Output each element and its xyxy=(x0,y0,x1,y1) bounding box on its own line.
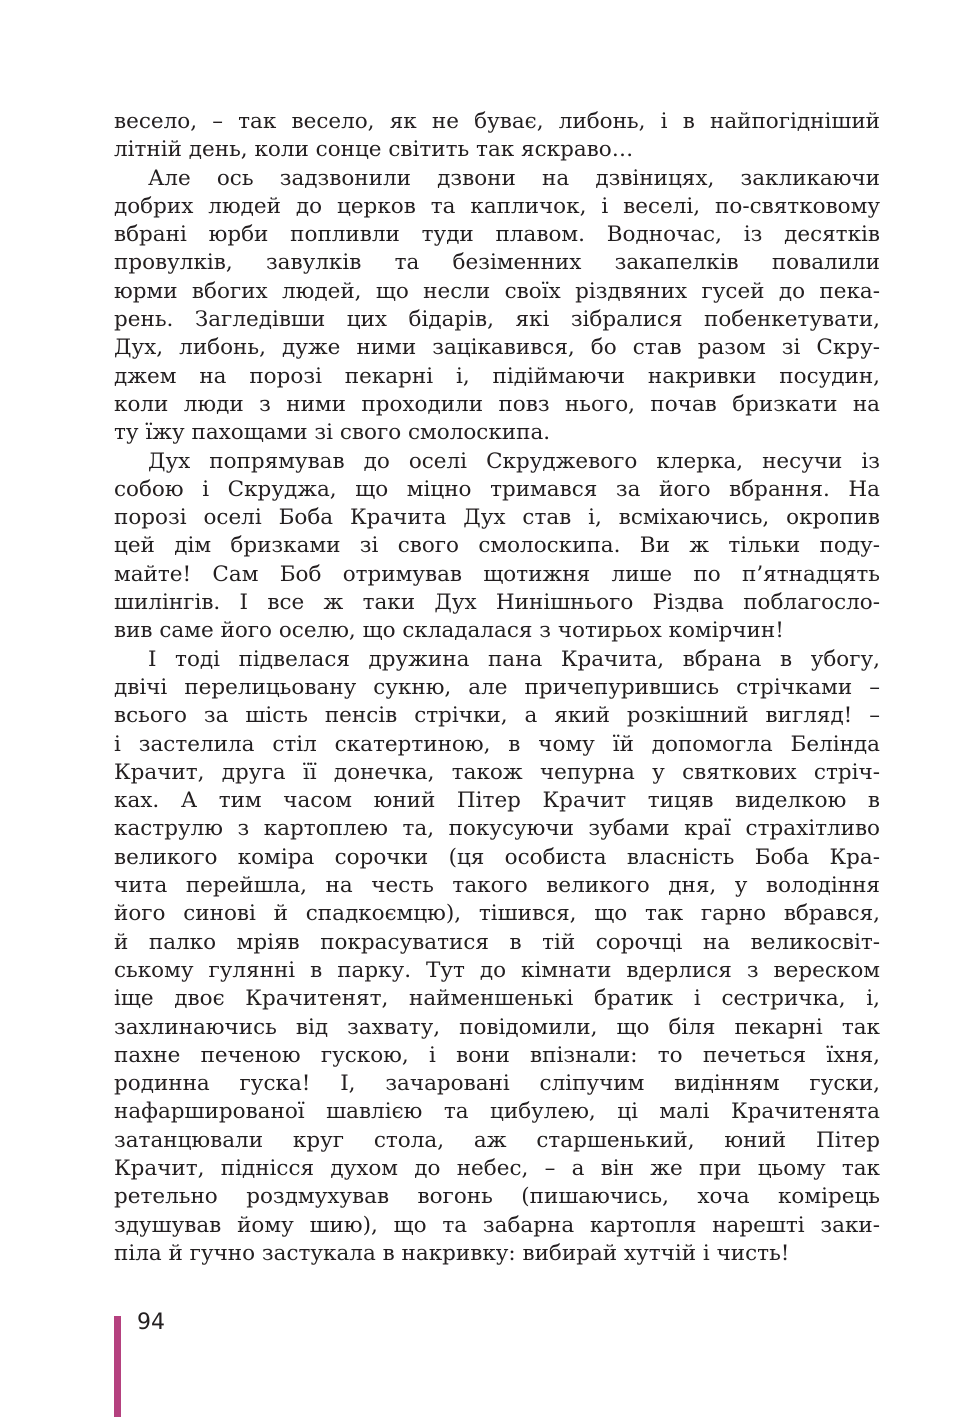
text-line: добрих людей до церков та капличок, і веселі, по-святковому xyxy=(114,193,880,219)
text-line: всього за шість пенсів стрічки, а який розкішний вигляд! – xyxy=(114,703,880,729)
text-line: затанцювали круг стола, аж старшенький, юний Пітер xyxy=(114,1127,880,1153)
text-line: собою і Скруджа, що міцно тримався за його вбрання. На xyxy=(114,476,880,502)
paragraph xyxy=(114,448,880,646)
text-line: весело, – так весело, як не буває, либонь, і в найпогіднiший xyxy=(114,109,880,134)
paragraph xyxy=(114,165,880,448)
text-line: ському гулянні в парку. Тут до кімнати вдерлися з вереском xyxy=(114,957,880,983)
text-line: майте! Сам Боб отримував щотижня лише по п’ятнадцять xyxy=(114,561,880,587)
text-line: рень. Загледівши цих бідарів, які зібралися побенкетувати, xyxy=(114,307,880,333)
text-line: й палко мріяв покрасуватися в тій сорочці на великосвіт- xyxy=(114,929,880,955)
text-line: провулків, завулків та безіменних закапелків повалили xyxy=(114,250,880,276)
text-line: Дух попрямував до оселі Скруджевого клерка, несучи із xyxy=(148,448,880,474)
text-line: Крачит, друга її донечка, також чепурна у святкових стріч- xyxy=(114,759,880,785)
page-number: 94 xyxy=(137,1310,165,1335)
text-line: ретельно роздмухував вогонь (пишаючись, хоча комірець xyxy=(114,1184,880,1210)
text-line: коли люди з ними проходили повз нього, почав бризкати на xyxy=(114,391,880,417)
paragraph xyxy=(114,646,880,1269)
text-line: цей дім бризками зі свого смолоскипа. Ви ж тільки поду- xyxy=(114,533,880,559)
text-line: літній день, коли сонце світить так яскраво… xyxy=(114,137,634,163)
text-line: вбрані юрби попливли туди плавом. Водночас, із десятків xyxy=(114,222,880,248)
text-line: здушував йому шию), що та забарна картопля нарешті заки- xyxy=(114,1212,880,1238)
page-margin-accent-bar xyxy=(114,1316,121,1417)
text-line: чита перейшла, на честь такого великого дня, у володіння xyxy=(114,873,880,899)
text-line: вив саме його оселю, що складалася з чотирьох комірчин! xyxy=(114,618,784,644)
text-line: Крачит, піднісся духом до небес, – а він же при цьому так xyxy=(114,1155,880,1181)
text-line: родинна гуска! І, зачаровані сліпучим видінням гуски, xyxy=(114,1071,880,1097)
text-line: великого коміра сорочки (ця особиста власність Боба Кра- xyxy=(114,844,880,870)
text-line: двічі перелицьовану сукню, але причепурившись стрічками – xyxy=(114,674,880,700)
text-line: юрми вбогих людей, що несли своїх різдвяних гусей до пека- xyxy=(114,278,880,304)
text-line: ту їжу пахощами зі свого смолоскипа. xyxy=(114,420,551,446)
text-line: ках. А тим часом юний Пітер Крачит тицяв виделкою в xyxy=(114,788,880,814)
text-line: порозі оселі Боба Крачита Дух став і, всміхаючись, окропив xyxy=(114,505,880,531)
text-line: і застелила стіл скатертиною, в чому їй допомогла Белінда xyxy=(114,731,880,757)
paragraph xyxy=(114,108,880,165)
text-line: іще двоє Крачитенят, найменшенькі братик і сестричка, і, xyxy=(114,986,880,1012)
text-line: джем на порозі пекарні і, підіймаючи накривки посудин, xyxy=(114,363,880,389)
text-line: шилінгів. І все ж таки Дух Нинішнього Різдва поблагосло- xyxy=(114,590,880,616)
text-line: Але ось задзвонили дзвони на дзвіницях, закликаючи xyxy=(148,165,880,191)
text-line: нафаршированої шавлією та цибулею, ці малі Крачитенята xyxy=(114,1099,880,1125)
text-line: піла й гучно застукала в накривку: вибирай хутчій і чисть! xyxy=(114,1240,790,1266)
text-line: каструлю з картоплею та, покусуючи зубами краї страхітливо xyxy=(114,816,880,842)
text-line: пахне печеною гускою, і вони впізнали: то печеться їхня, xyxy=(114,1042,880,1068)
page-body xyxy=(114,108,880,1268)
text-line: його синові й спадкоємцю), тішився, що так гарно вбрався, xyxy=(114,901,880,927)
text-line: І тоді підвелася дружина пана Крачита, вбрана в убогу, xyxy=(148,646,880,672)
text-line: захлинаючись від захвату, повідомили, що біля пекарні так xyxy=(114,1014,880,1040)
text-line: Дух, либонь, дуже ними зацікавився, бо став разом зі Скру- xyxy=(114,335,880,361)
